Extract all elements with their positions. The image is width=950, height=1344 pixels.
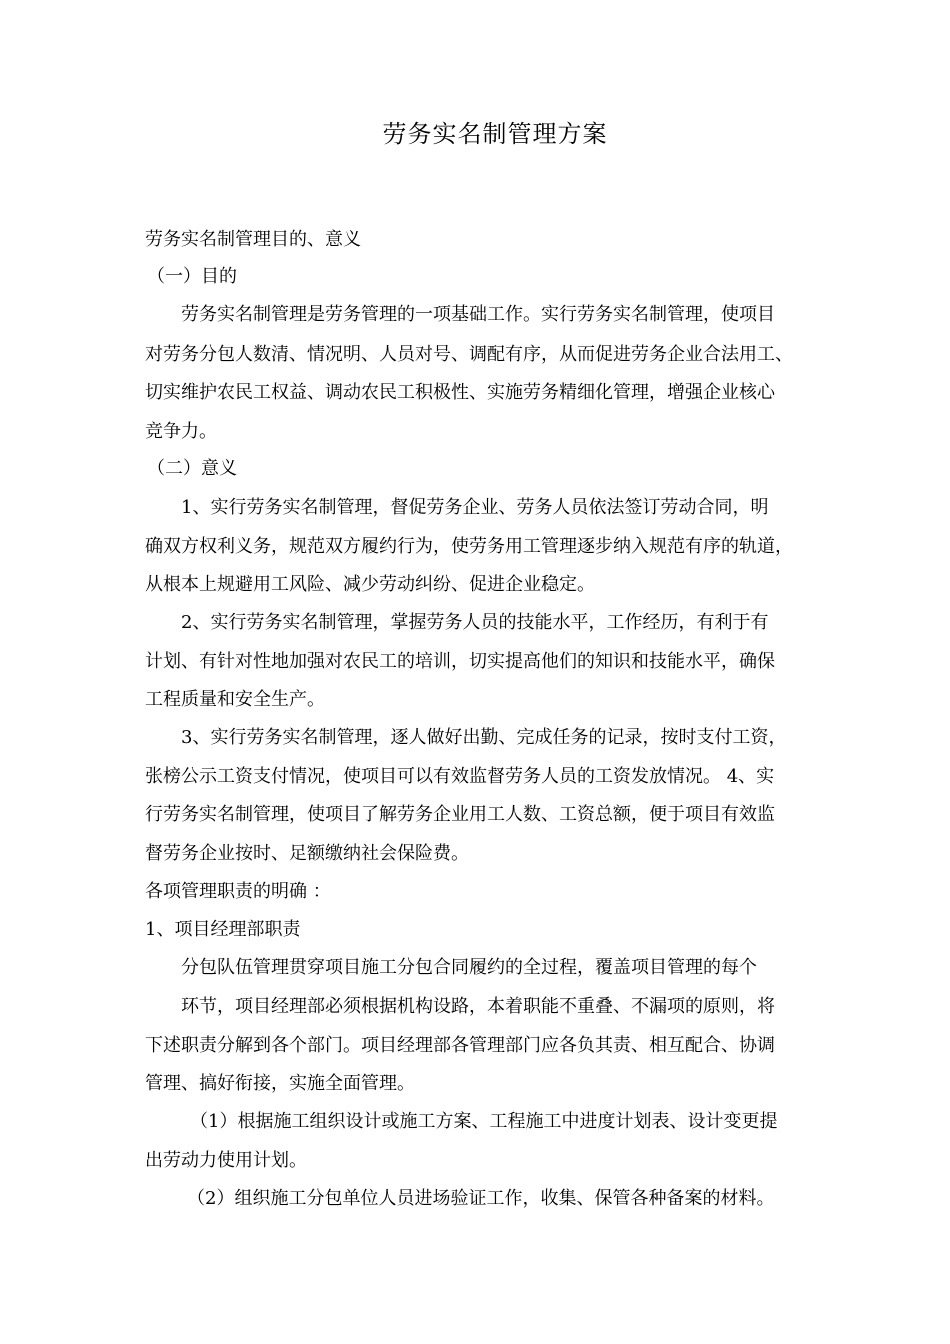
paragraph-line: 2、实行劳务实名制管理，掌握劳务人员的技能水平，工作经历，有利于有 xyxy=(181,612,769,633)
list-item-2: （2）组织施工分包单位人员进场验证工作，收集、保管各种备案的材料。 xyxy=(187,1188,775,1209)
section-heading-responsibilities: 各项管理职责的明确 ： xyxy=(145,881,331,902)
paragraph-line: 确双方权利义务，规范双方履约行为，使劳务用工管理逐步纳入规范有序的轨道， xyxy=(145,536,793,557)
paragraph-line: 1、实行劳务实名制管理，督促劳务企业、劳务人员依法签订劳动合同，明 xyxy=(181,497,769,518)
paragraph-line: 张榜公示工资支付情况，使项目可以有效监督劳务人员的工资发放情况。 4、实 xyxy=(145,766,775,787)
section-heading-purpose-meaning: 劳务实名制管理目的、意义 xyxy=(145,229,361,250)
paragraph-line: 计划、有针对性地加强对农民工的培训，切实提高他们的知识和技能水平，确保 xyxy=(145,651,775,672)
subheading-project-department: 1、项目经理部职责 xyxy=(145,919,301,940)
paragraph-line: 劳务实名制管理是劳务管理的一项基础工作。实行劳务实名制管理，使项目 xyxy=(181,304,775,325)
paragraph-line: 竞争力。 xyxy=(145,421,217,442)
document-title: 劳务实名制管理方案 xyxy=(382,120,608,148)
paragraph-line: 督劳务企业按时、足额缴纳社会保险费。 xyxy=(145,843,469,864)
list-item-1: （1）根据施工组织设计或施工方案、工程施工中进度计划表、设计变更提 xyxy=(190,1111,778,1132)
paragraph-line: 环节，项目经理部必须根据机构设路，本着职能不重叠、不漏项的原则，将 xyxy=(181,996,775,1017)
paragraph-line: 行劳务实名制管理，使项目了解劳务企业用工人数、工资总额，便于项目有效监 xyxy=(145,804,775,825)
subheading-purpose: （一）目的 xyxy=(147,266,237,287)
paragraph-line: 对劳务分包人数清、情况明、人员对号、调配有序，从而促进劳务企业合法用工、 xyxy=(145,344,793,365)
paragraph-line: 工程质量和安全生产。 xyxy=(145,689,325,710)
paragraph-line: 管理、搞好衔接，实施全面管理。 xyxy=(145,1073,415,1094)
paragraph-line: 出劳动力使用计划。 xyxy=(145,1150,307,1171)
paragraph-line: 切实维护农民工权益、调动农民工积极性、实施劳务精细化管理，增强企业核心 xyxy=(145,382,775,403)
paragraph-line: 从根本上规避用工风险、减少劳动纠纷、促进企业稳定。 xyxy=(145,574,595,595)
subheading-meaning: （二）意义 xyxy=(147,458,237,479)
paragraph-line: 3、实行劳务实名制管理，逐人做好出勤、完成任务的记录，按时支付工资， xyxy=(181,727,787,748)
paragraph-line: 下述职责分解到各个部门。项目经理部各管理部门应各负其责、相互配合、协调 xyxy=(145,1035,775,1056)
paragraph-line: 分包队伍管理贯穿项目施工分包合同履约的全过程，覆盖项目管理的每个 xyxy=(181,957,757,978)
